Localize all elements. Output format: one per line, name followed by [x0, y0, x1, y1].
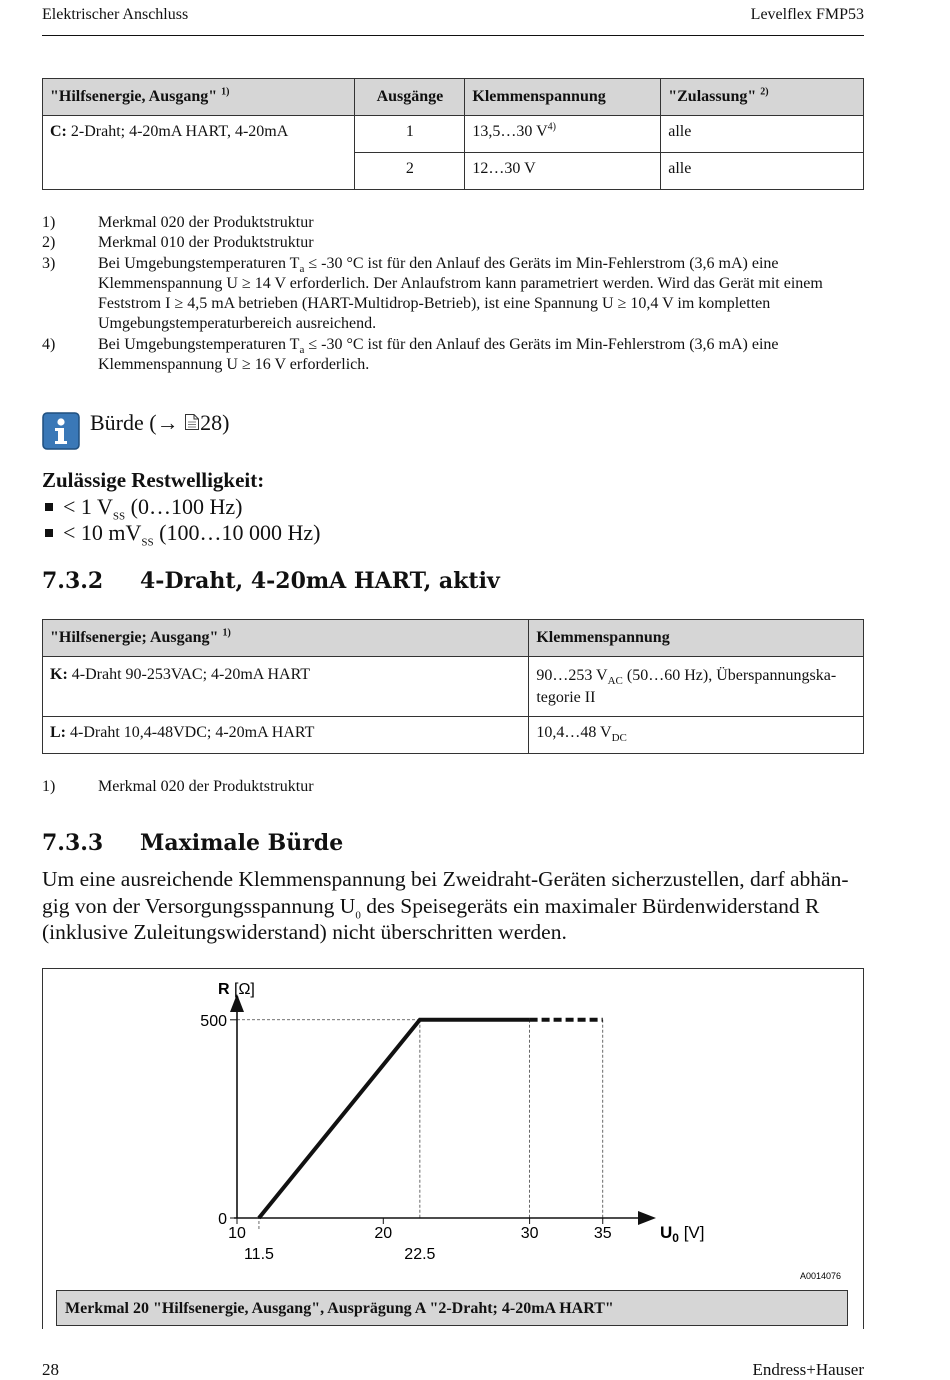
outputs-cell: 2	[355, 153, 465, 190]
voltage-cell: 12…30 V	[465, 153, 661, 190]
outputs-cell: 1	[355, 116, 465, 153]
x-tick-label: 30	[520, 1225, 539, 1242]
col-header-supply: "Hilfsenergie, Ausgang" $^{1)}$	[43, 79, 355, 116]
info-burden-reference[interactable]: Bürde (→ 28)	[90, 410, 230, 435]
footnote: 2) Merkmal 010 der Produktstruktur	[42, 234, 314, 252]
bullet-square-icon	[45, 529, 53, 537]
x-tick-label: 22.5	[404, 1246, 436, 1263]
supply-table-2wire	[42, 78, 864, 190]
supply-cell-c: C: 2-Draht; 4-20mA HART, 4-20mA	[43, 116, 355, 190]
running-header-left: Elektrischer Anschluss	[42, 6, 189, 23]
x-tick-label: 20	[374, 1225, 393, 1242]
max-burden-chart	[42, 968, 862, 1290]
list-item: < 10 $mV_{SS}$ (100…10 000 Hz)	[42, 520, 320, 546]
running-header-right: Levelflex FMP53	[750, 6, 864, 23]
x-tick-label: 11.5	[243, 1246, 274, 1263]
header-rule	[42, 35, 864, 36]
burden-paragraph: Um eine ausreichende Klemmenspannung bei Zweidraht-Geräten sicherzustellen, darf abhän- gig von der Versorgungsspannung $U_0$ des Speisegeräts ein maximaler Bürdenwiderstand R (inklusive Zuleitungswiderstand) nicht überschritten werden.	[42, 867, 849, 944]
footnote: 4) Bei Umgebungstemperaturen $T_a \le -30$ °C ist für den Anlauf des Geräts im Min-Fehlerstrom (3,6 mA) eine Klemmenspannung U ≥ 16 V erforderlich.	[42, 335, 779, 374]
bullet-square-icon	[45, 503, 53, 511]
supply-cell-k: K: 4-Draht 90-253VAC; 4-20mA HART	[43, 657, 529, 717]
table-header-row	[43, 620, 864, 657]
footnotes-table2	[42, 777, 862, 797]
ripple-list	[42, 494, 321, 549]
list-item: < 1 $V_{SS}$ (0…100 Hz)	[42, 494, 320, 520]
section-heading-7-3-3: 7.3.3 Maximale Bürde	[42, 830, 344, 856]
col-header-voltage: Klemmenspannung	[465, 79, 661, 116]
table-row	[43, 116, 864, 153]
footnotes-table1	[42, 213, 862, 375]
x-axis-label: $U_0$ [V]	[660, 1223, 705, 1245]
series	[259, 1020, 603, 1218]
table-row	[43, 657, 864, 717]
voltage-cell: 90…253 $V_{AC}$ (50…60 Hz), Überspannungska- tegorie II	[529, 657, 864, 717]
supply-cell-l: L: 4-Draht 10,4-48VDC; 4-20mA HART	[43, 717, 529, 754]
footnote: 1) Merkmal 020 der Produktstruktur	[42, 214, 314, 231]
ripple-heading: Zulässige Restwelligkeit:	[42, 468, 265, 492]
y-axis-label: R [Ω]	[218, 981, 255, 998]
x-axis-arrow-icon	[638, 1211, 656, 1225]
supply-table-4wire	[42, 619, 864, 754]
footer-brand: Endress+Hauser	[752, 1360, 864, 1379]
page-reference-icon	[184, 413, 200, 431]
approval-cell: alle	[661, 153, 864, 190]
voltage-cell: 10,4…48 $V_{DC}$	[529, 717, 864, 754]
info-icon	[42, 412, 80, 450]
section-heading-7-3-2: 7.3.2 4-Draht, 4-20mA HART, aktiv	[42, 568, 500, 594]
ticks	[200, 1013, 611, 1263]
y-tick-label: 0	[218, 1211, 227, 1228]
y-tick-label: 500	[200, 1012, 227, 1030]
figure-id: A0014076	[799, 1271, 841, 1281]
approval-cell: alle	[661, 116, 864, 153]
page-number: 28	[42, 1360, 59, 1379]
x-tick-label: 10	[228, 1225, 246, 1242]
col-header-outputs: Ausgänge	[355, 79, 465, 116]
table-header-row	[43, 79, 864, 116]
figure-caption: Merkmal 20 "Hilfsenergie, Ausgang", Ausprägung A "2-Draht; 4-20mA HART"	[56, 1290, 848, 1326]
footnote: 3) Bei Umgebungstemperaturen $T_a \le -30$ °C ist für den Anlauf des Geräts im Min-Fehlerstrom (3,6 mA) eine Klemmenspannung U ≥ 14 V erforderlich. Der Anlaufstrom kann parametriert werden. Wird das Gerät mit einem Feststrom I ≥ 4,5 mA betrieben (HART-Multidrop-Betrieb), ist eine Spannung U ≥ 10,4 V im kompletten Umgebungstemperaturbereich ausreichend.	[42, 254, 823, 333]
table-row	[43, 717, 864, 754]
col-header-voltage: Klemmenspannung	[529, 620, 864, 657]
col-header-approval: "Zulassung" $^{2)}$	[661, 79, 864, 116]
axes	[230, 994, 656, 1225]
voltage-cell: 13,5…30 $V^{4)}$	[465, 116, 661, 153]
grid-lines	[237, 1020, 603, 1230]
x-tick-label: 35	[593, 1225, 612, 1242]
col-header-supply: "Hilfsenergie; Ausgang" $^{1)}$	[43, 620, 529, 657]
series-line-solid	[259, 1020, 530, 1218]
footnote: 1) Merkmal 020 der Produktstruktur	[42, 778, 314, 795]
